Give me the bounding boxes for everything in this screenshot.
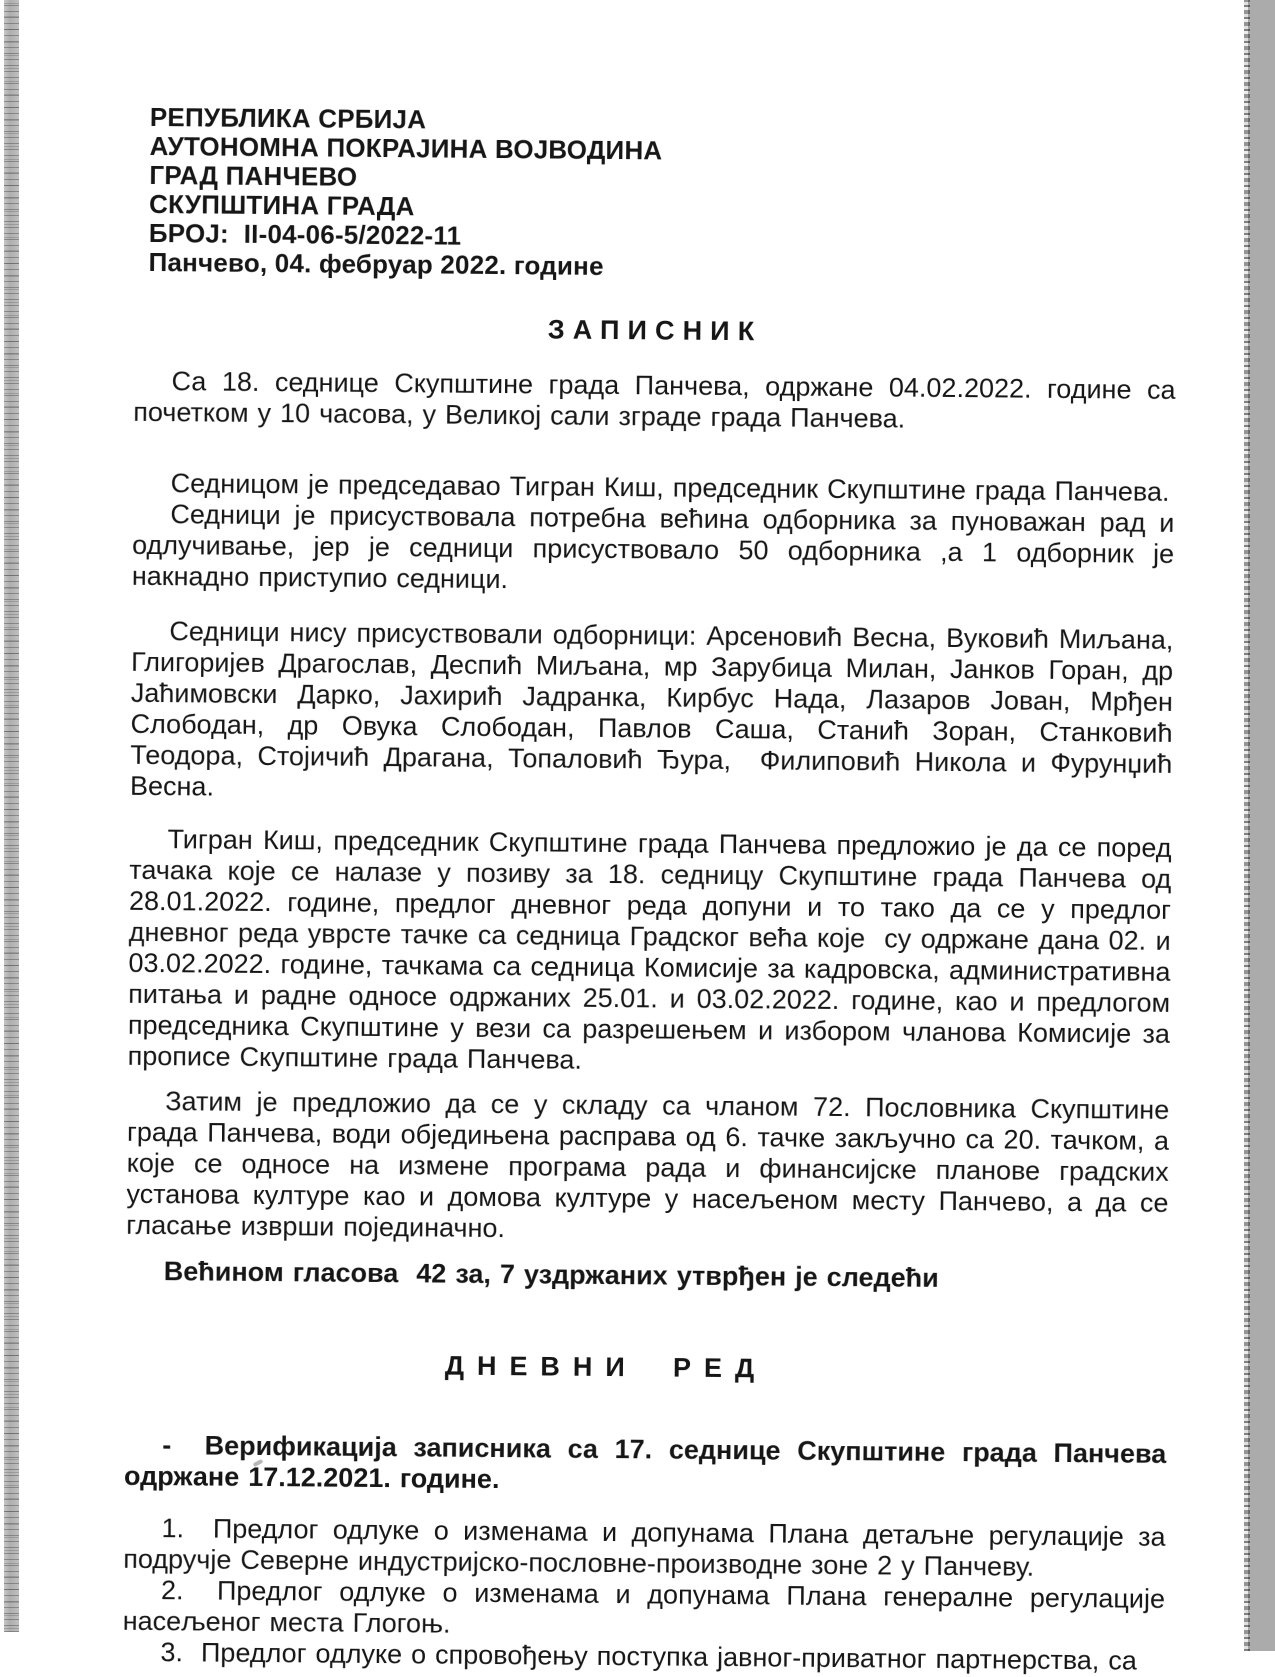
paragraph-chairman: Седницом је председавао Тигран Киш, председник Скупштине града Панчева. [170,468,1170,507]
header-line-number: БРОЈ: II-04-06-5/2022-11 [148,217,462,251]
agenda-heading: ДНЕВНИ РЕД [444,1350,768,1384]
agenda-verification-item: - Верификација записника са 17. седнице Скупштине града Панчева одржане 17.12.2021. године. [123,1430,1167,1495]
header-line-assembly: СКУПШТИНА ГРАДА [148,188,415,222]
header-line-province: АУТОНОМНА ПОКРАЈИНА ВОЈВОДИНА [149,130,663,166]
agenda-item: 2. Предлог одлуке о изменама и допунама Плана генералне регулације насељеног места Глогоњ. [122,1575,1166,1639]
header-line-republic: РЕПУБЛИКА СРБИЈА [149,101,427,135]
document-title: ЗАПИСНИК [547,314,763,347]
document-content [122,103,1178,1677]
paragraph-absent-councilors: Седници нису присуствовали одборници: Арсеновић Весна, Вуковић Миљана, Глигоријев Драгослав, Деспић Миљана, мр Зарубица Милан, Јанков Горан, др Јаћимовски Дарко, Јахирић Јадранка, Кирбус Нада, Лазаров Јован, Мрђен Слободан, др Овука Слободан, Павлов Саша, Станић Зоран, Станковић Теодора, Стојичић Драгана, Топаловић Ђура, Филиповић Никола и Фурунџић Весна. [129,616,1174,802]
paragraph-joint-debate: Затим је предложио да се у складу са чланом 72. Пословника Скупштине града Панчева, води обједињена расправа од 6. тачке закључно са 20. тачком, а које се односе на измене програма рада и финансијске планове градских установа културе као и домова културе у насељеном месту Панчево, а да се гласање изврши појединачно. [126,1086,1170,1244]
paragraph-quorum: Седници је присуствовала потребна већина одборника за пуноважан рад и одлучивање, јер је седници присуствовало 50 одборника ,а 1 одборник је накнадно приступио седници. [131,499,1175,595]
votes-summary: Већином гласова 42 за, 7 уздржаних утврђен је следећи [163,1256,939,1293]
agenda-item: 1. Предлог одлуке о изменама и допунама Плана детаљне регулације за подручје Северне индустријско-пословне-производне зоне 2 у Панчеву. [123,1513,1166,1582]
header-line-date: Панчево, 04. фебруар 2022. године [148,246,604,281]
scan-edge-left [4,0,19,1632]
page-header [148,103,1177,286]
paragraph-agenda-amendments: Тигран Киш, председник Скупштине града Панчева предложио је да се поред тачака које се налазе у позиву за 18. седницу Скупштине града Панчева од 28.01.2022. године, предлог дневног реда допуни и то тако да се у предлог дневног реда уврсте тачке са седница Градског већа које су одржане дана 02. и 03.02.2022. године, тачкама са седница Комисије за кадровска, административна питања и радне односе одржаних 25.01. и 03.02.2022. године, као и предлогом председника Скупштине у вези са разрешењем и избором чланова Комисије за прописе Скупштине града Панчева. [127,824,1172,1075]
agenda-item: 3. Предлог одлуке о спровођењу поступка јавног-приватног партнерства, са [160,1637,1137,1676]
header-line-city: ГРАД ПАНЧЕВО [149,159,358,192]
paragraph-session-intro: Са 18. седнице Скупштине града Панчева, одржане 04.02.2022. године са почетком у 10 часова, у Великој сали зграде града Панчева. [133,366,1176,434]
scan-edge-right [1248,0,1275,1651]
